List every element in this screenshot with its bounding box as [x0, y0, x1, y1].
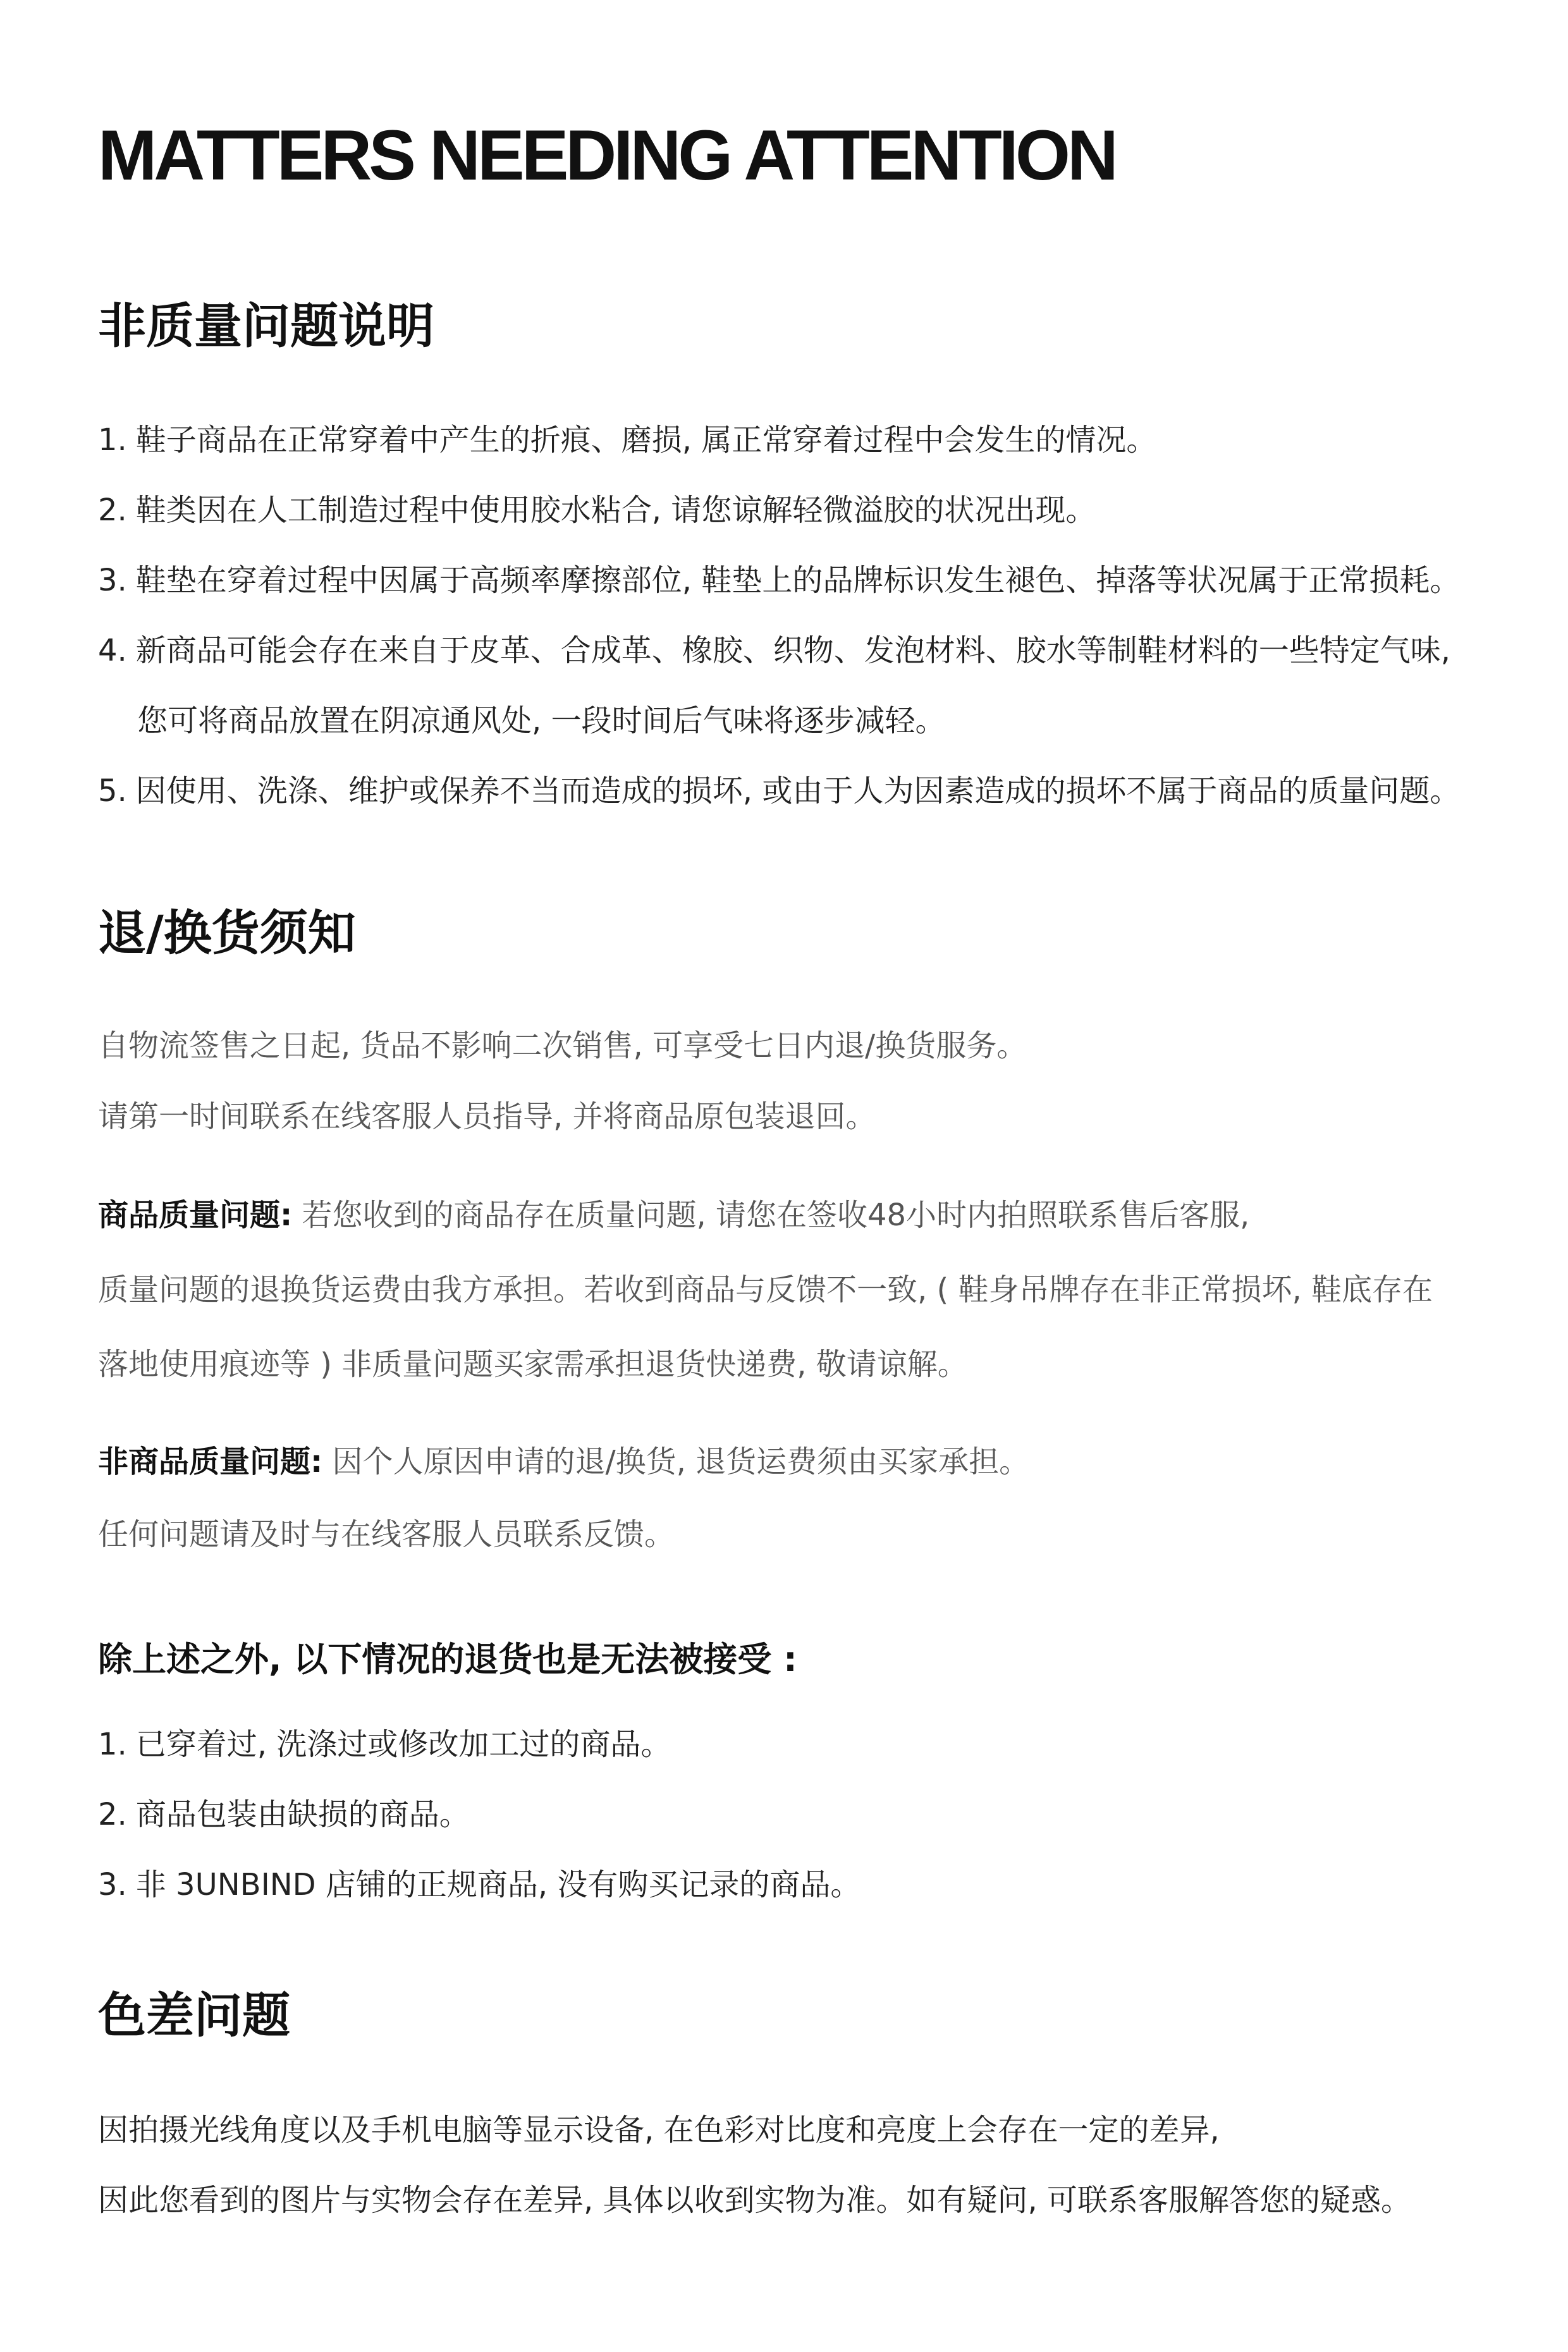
- section-heading-non-quality: 非质量问题说明: [98, 298, 434, 354]
- list-item-number: 1.: [98, 1727, 127, 1762]
- color-difference-line: 因拍摄光线角度以及手机电脑等显示设备, 在色彩对比度和亮度上会存在一定的差异,: [98, 2112, 1220, 2148]
- returns-intro-line: 请第一时间联系在线客服人员指导, 并将商品原包装退回。: [98, 1099, 876, 1134]
- non-quality-issue-paragraph: [98, 1444, 1030, 1479]
- section-heading-color-difference: 色差问题: [98, 1987, 290, 2043]
- list-item-number: 4.: [98, 633, 127, 668]
- quality-issue-line: 质量问题的退换货运费由我方承担。若收到商品与反馈不一致, ( 鞋身吊牌存在非正常损坏, 鞋底存在: [98, 1272, 1433, 1308]
- list-item-continuation: 您可将商品放置在阴凉通风处, 一段时间后气味将逐步减轻。: [137, 703, 946, 738]
- list-item-text: 鞋子商品在正常穿着中产生的折痕、磨损, 属正常穿着过程中会发生的情况。: [135, 422, 1157, 458]
- color-difference-line: 因此您看到的图片与实物会存在差异, 具体以收到实物为准。如有疑问, 可联系客服解答您的疑惑。: [98, 2183, 1412, 2218]
- list-item-text: 鞋垫在穿着过程中因属于高频率摩擦部位, 鞋垫上的品牌标识发生褪色、掉落等状况属于正常损耗。: [135, 563, 1461, 598]
- list-item-text: 非 3UNBIND 店铺的正规商品, 没有购买记录的商品。: [135, 1867, 861, 1902]
- section-heading-returns: 退/换货须知: [98, 905, 356, 961]
- list-item: [98, 773, 1461, 809]
- list-item: [98, 635, 1450, 666]
- non-quality-issue-line: 任何问题请及时与在线客服人员联系反馈。: [98, 1517, 675, 1552]
- list-item: [98, 565, 1460, 596]
- page-title: MATTERS NEEDING ATTENTION: [98, 116, 1115, 195]
- quality-issue-line: 落地使用痕迹等 ) 非质量问题买家需承担退货快递费, 敬请谅解。: [98, 1347, 968, 1382]
- quality-issue-paragraph: [98, 1197, 1250, 1233]
- list-item-number: 2.: [98, 1797, 127, 1832]
- list-item-text: 商品包装由缺损的商品。: [135, 1797, 470, 1832]
- list-item-text: 已穿着过, 洗涤过或修改加工过的商品。: [135, 1727, 671, 1762]
- list-item: [98, 1729, 671, 1760]
- list-item-number: 3.: [98, 1867, 127, 1902]
- non-quality-issue-text: 因个人原因申请的退/换货, 退货运费须由买家承担。: [322, 1444, 1030, 1479]
- list-item: [98, 1867, 861, 1902]
- quality-issue-text: 若您收到的商品存在质量问题, 请您在签收48小时内拍照联系售后客服,: [292, 1197, 1250, 1233]
- returns-intro-line: 自物流签售之日起, 货品不影响二次销售, 可享受七日内退/换货服务。: [98, 1028, 1027, 1063]
- exclusions-heading: 除上述之外, 以下情况的退货也是无法被接受 :: [98, 1639, 797, 1679]
- list-item-number: 1.: [98, 422, 127, 458]
- quality-issue-label: 商品质量问题:: [98, 1197, 293, 1233]
- list-item-text: 新商品可能会存在来自于皮革、合成革、橡胶、织物、发泡材料、胶水等制鞋材料的一些特定气味,: [135, 633, 1451, 668]
- list-item-text: 鞋类因在人工制造过程中使用胶水粘合, 请您谅解轻微溢胶的状况出现。: [135, 493, 1096, 528]
- list-item: [98, 493, 1096, 528]
- list-item-number: 5.: [98, 773, 127, 809]
- list-item: [98, 422, 1157, 458]
- non-quality-issue-label: 非商品质量问题:: [98, 1444, 323, 1479]
- list-item-number: 3.: [98, 563, 127, 598]
- list-item: [98, 1799, 470, 1830]
- list-item-text: 因使用、洗涤、维护或保养不当而造成的损坏, 或由于人为因素造成的损坏不属于商品的质量问题。: [135, 773, 1461, 809]
- list-item-number: 2.: [98, 493, 127, 528]
